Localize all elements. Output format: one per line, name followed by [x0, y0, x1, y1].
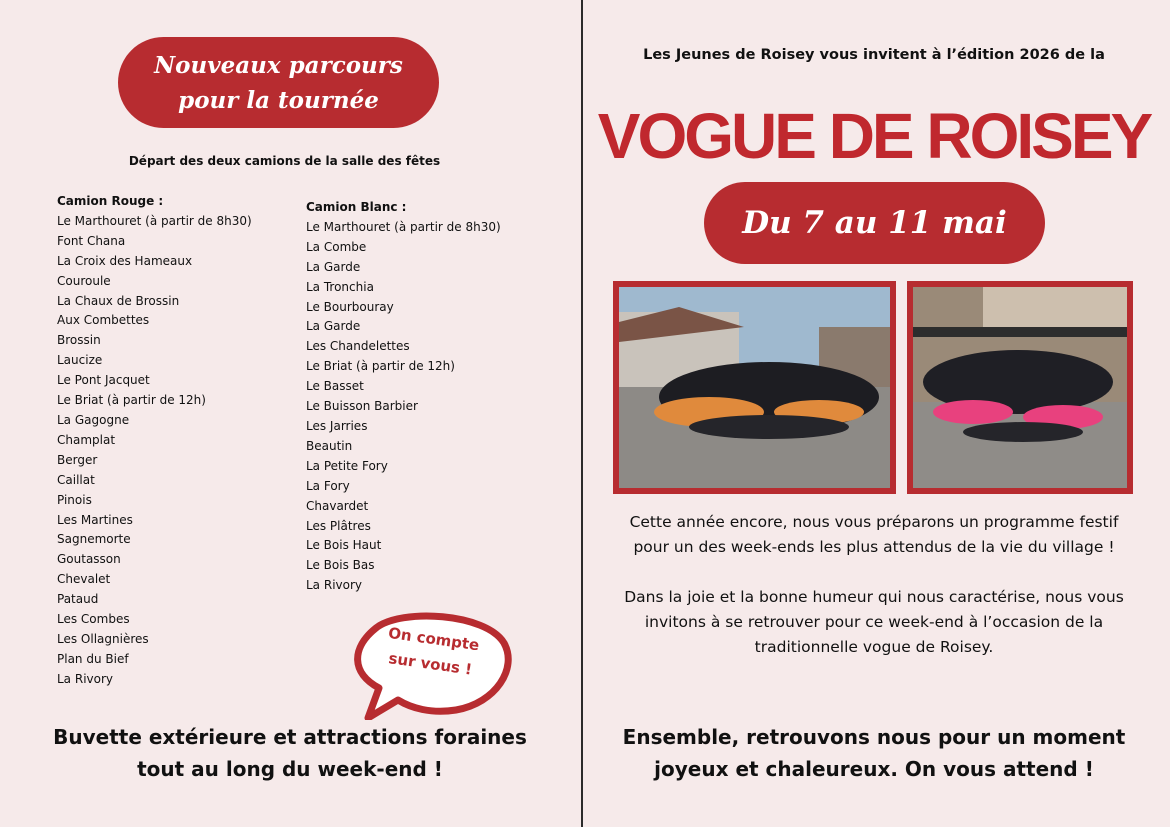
group-photo-2-image	[913, 287, 1127, 488]
group-photo-1	[613, 281, 896, 494]
group-photo-1-image	[619, 287, 890, 488]
camion-rouge-stop: Laucize	[57, 353, 103, 368]
camion-blanc-stop: Les Chandelettes	[306, 339, 410, 354]
invitation-paragraph: Dans la joie et la bonne humeur qui nous caractérise, nous vous invitons à se retrouver pour ce week-end à l’occasion de la traditionnelle vogue de Roisey.	[624, 588, 1124, 656]
camion-blanc-list	[306, 198, 501, 596]
camion-rouge-stop: Brossin	[57, 333, 101, 348]
camion-rouge-stop: Chevalet	[57, 572, 111, 587]
bubble-text: On compte sur vous !	[387, 623, 481, 679]
camion-blanc-stop: La Petite Fory	[306, 458, 388, 473]
camion-blanc-stop: Les Plâtres	[306, 518, 371, 533]
dates-banner	[704, 182, 1045, 264]
camion-blanc-stop: Chavardet	[306, 498, 369, 513]
camion-rouge-stop: Les Ollagnières	[57, 631, 149, 646]
camion-rouge-stop: Le Marthouret (à partir de 8h30)	[57, 213, 252, 228]
camion-rouge-stop: Goutasson	[57, 552, 121, 567]
camion-blanc-stop: Le Basset	[306, 379, 364, 394]
tour-banner-text: Nouveaux parcours pour la tournée	[154, 51, 403, 114]
invite-text: Les Jeunes de Roisey vous invitent à l’édition 2026 de la	[643, 47, 1105, 63]
camion-rouge-stop: Les Martines	[57, 512, 133, 527]
camion-blanc-stop: La Garde	[306, 259, 361, 274]
camion-blanc-stop: La Fory	[306, 478, 350, 493]
group-photo-2	[907, 281, 1133, 494]
camion-rouge-stop: Berger	[57, 452, 98, 467]
camion-blanc-stop: La Garde	[306, 319, 361, 334]
camion-rouge-stop: Aux Combettes	[57, 313, 150, 328]
camion-rouge-stop: Sagnemorte	[57, 532, 131, 547]
camion-rouge-list	[57, 192, 252, 690]
camion-blanc-stop: Le Bois Bas	[306, 558, 375, 573]
camion-rouge-stop: Pinois	[57, 492, 92, 507]
tour-banner	[118, 37, 439, 128]
camion-blanc-stop: Le Bois Haut	[306, 538, 382, 553]
camion-rouge-stop: Les Combes	[57, 612, 130, 627]
closing-text: Ensemble, retrouvons nous pour un moment joyeux et chaleureux. On vous attend !	[622, 725, 1126, 781]
camion-rouge-stop: Plan du Bief	[57, 651, 129, 666]
camion-blanc-heading: Camion Blanc :	[306, 200, 407, 214]
camion-rouge-stop: Le Pont Jacquet	[57, 373, 150, 388]
camion-blanc-stop: Beautin	[306, 438, 353, 453]
camion-rouge-stop: La Chaux de Brossin	[57, 293, 180, 308]
camion-rouge-heading: Camion Rouge :	[57, 194, 164, 208]
camion-rouge-stop: Pataud	[57, 592, 99, 607]
camion-rouge-stop: La Croix des Hameaux	[57, 253, 193, 268]
camion-blanc-stop: Le Bourbouray	[306, 299, 394, 314]
camion-rouge-stop: Font Chana	[57, 233, 126, 248]
camion-rouge-stop: Le Briat (à partir de 12h)	[57, 393, 206, 408]
camion-blanc-stop: Le Briat (à partir de 12h)	[306, 359, 455, 374]
depart-text: Départ des deux camions de la salle des fêtes	[128, 154, 441, 168]
event-title: VOGUE DE ROISEY	[597, 100, 1151, 172]
camion-blanc-stop: Le Buisson Barbier	[306, 399, 418, 414]
buvette-text: Buvette extérieure et attractions foraines tout au long du week-end !	[53, 725, 527, 781]
camion-rouge-stop: Caillat	[57, 472, 95, 487]
camion-rouge-stop: Couroule	[57, 273, 111, 288]
camion-rouge-stop: La Gagogne	[57, 412, 130, 427]
camion-blanc-stop: La Tronchia	[306, 279, 374, 294]
intro-paragraph: Cette année encore, nous vous préparons un programme festif pour un des week-ends les plus attendus de la vie du village !	[629, 513, 1119, 556]
camion-blanc-stop: Le Marthouret (à partir de 8h30)	[306, 219, 501, 234]
camion-blanc-stop: La Combe	[306, 239, 367, 254]
camion-blanc-stop: Les Jarries	[306, 418, 368, 433]
camion-rouge-stop: Champlat	[57, 432, 116, 447]
camion-blanc-stop: La Rivory	[306, 578, 363, 593]
camion-rouge-stop: La Rivory	[57, 671, 114, 686]
dates-text: Du 7 au 11 mai	[742, 205, 1007, 241]
center-divider	[581, 0, 583, 827]
